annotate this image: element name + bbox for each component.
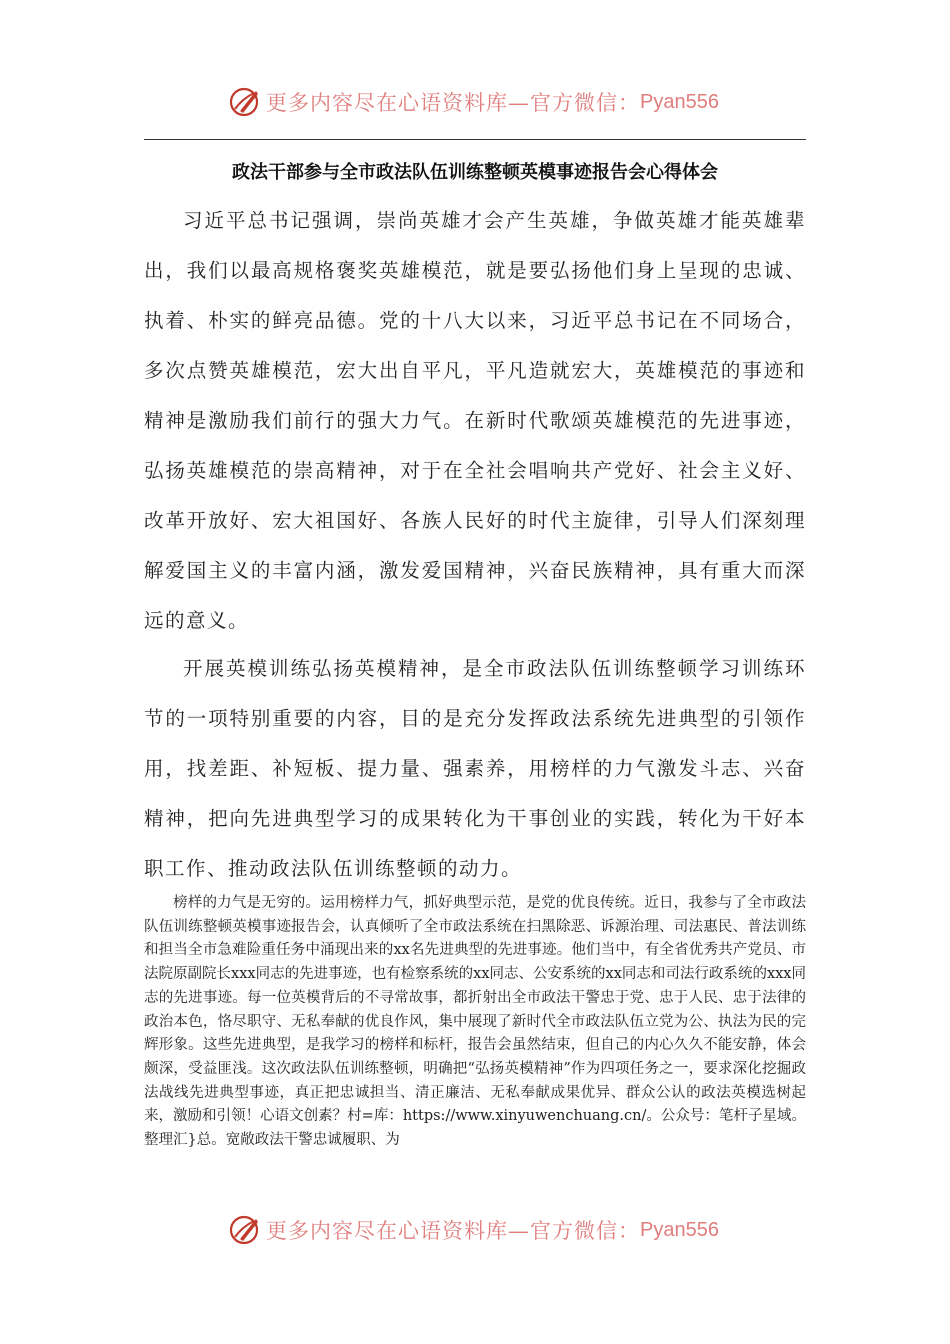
paragraph-1: 习近平总书记强调，崇尚英雄才会产生英雄，争做英雄才能英雄辈出，我们以最高规格褒奖英雄模范，就是要弘扬他们身上呈现的忠诚、执着、朴实的鲜亮品德。党的十八大以来，习近平总书记在不同场合，多次点赞英雄模范，宏大出自平凡，平凡造就宏大，英雄模范的事迹和精神是激励我们前行的强大力气。在新时代歌颂英雄模范的先进事迹，弘扬英雄模范的崇高精神，对于在全社会唱响共产党好、社会主义好、改革开放好、宏大祖国好、各族人民好的时代主旋律，引导人们深刻理解爱国主义的丰富内涵，激发爱国精神，兴奋民族精神，具有重大而深远的意义。 — [144, 209, 806, 632]
banner-text: 更多内容尽在心语资料库—官方微信： — [266, 1219, 640, 1243]
pen-logo-icon — [228, 1213, 262, 1247]
header-divider — [144, 139, 806, 140]
header-banner — [228, 82, 748, 122]
footer-banner — [228, 1210, 748, 1250]
banner-wechat-id: Pyan556 — [640, 90, 719, 113]
banner-wechat-id: Pyan556 — [640, 1218, 719, 1241]
banner-text: 更多内容尽在心语资料库—官方微信： — [266, 91, 640, 115]
paragraph-3: 榜样的力气是无穷的。运用榜样力气，抓好典型示范，是党的优良传统。近日，我参与了全市政法队伍训练整顿英模事迹报告会，认真倾听了全市政法系统在扫黑除恶、诉源治理、司法惠民、普法训练和担当全市急难险重任务中涌现出来的xx名先进典型的先进事迹。他们当中，有全省优秀共产党员、市法院原副院长xxx同志的先进事迹，也有检察系统的xx同志、公安系统的xx同志和司法行政系统的xxx同志的先进事迹。每一位英模背后的不寻常故事，都折射出全市政法干警忠于党、忠于人民、忠于法律的政治本色，恪尽职守、无私奉献的优良作风，集中展现了新时代全市政法队伍立党为公、执法为民的完辉形象。这些先进典型，是我学习的榜样和标杆，报告会虽然结束，但自己的内心久久不能安静，体会颇深，受益匪浅。这次政法队伍训练整顿，明确把“弘扬英模精神”作为四项任务之一，要求深化挖掘政法战线先进典型事迹，真正把忠诚担当、清正廉洁、无私奉献成果优异、群众公认的政法英模选树起来，激励和引领！心语文创素？村=库：https://www.xinyuwenchuang.cn/。公众号：笔杆子星域。整理汇}总。宽敞政法干警忠诚履职、为 — [144, 895, 806, 1149]
paragraph-2: 开展英模训练弘扬英模精神，是全市政法队伍训练整顿学习训练环节的一项特别重要的内容，目的是充分发挥政法系统先进典型的引领作用，找差距、补短板、提力量、强素养，用榜样的力气激发斗志、兴奋精神，把向先进典型学习的成果转化为干事创业的实践，转化为干好本职工作、推动政法队伍训练整顿的动力。 — [144, 657, 806, 880]
document-title: 政法干部参与全市政法队伍训练整顿英模事迹报告会心得体会 — [232, 162, 718, 183]
pen-logo-icon — [228, 85, 262, 119]
